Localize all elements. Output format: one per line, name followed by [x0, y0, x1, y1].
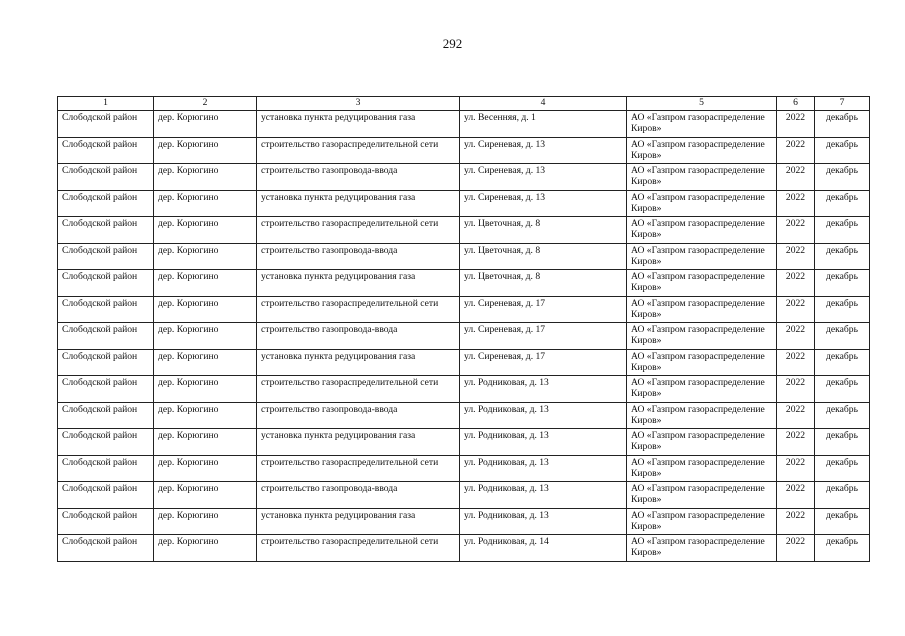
table-row [58, 402, 870, 429]
settlement-cell: дер. Корюгино [154, 243, 257, 270]
month-cell: декабрь [815, 349, 870, 376]
table-row [58, 217, 870, 244]
year-cell: 2022 [777, 482, 815, 509]
address-cell: ул. Весенняя, д. 1 [460, 111, 627, 138]
month-cell: декабрь [815, 402, 870, 429]
district-cell: Слободской район [58, 402, 154, 429]
work-type-cell: установка пункта редуцирования газа [257, 111, 460, 138]
address-cell: ул. Сиреневая, д. 17 [460, 349, 627, 376]
table-row [58, 429, 870, 456]
table-row [58, 508, 870, 535]
work-type-cell: строительство газораспределительной сети [257, 535, 460, 562]
table-row [58, 455, 870, 482]
work-type-cell: строительство газопровода-ввода [257, 164, 460, 191]
column-header-6: 6 [777, 97, 815, 111]
year-cell: 2022 [777, 535, 815, 562]
work-type-cell: строительство газораспределительной сети [257, 376, 460, 403]
work-type-cell: установка пункта редуцирования газа [257, 429, 460, 456]
settlement-cell: дер. Корюгино [154, 270, 257, 297]
settlement-cell: дер. Корюгино [154, 482, 257, 509]
settlement-cell: дер. Корюгино [154, 455, 257, 482]
month-cell: декабрь [815, 164, 870, 191]
settlement-cell: дер. Корюгино [154, 508, 257, 535]
district-cell: Слободской район [58, 217, 154, 244]
column-header-5: 5 [627, 97, 777, 111]
work-type-cell: установка пункта редуцирования газа [257, 508, 460, 535]
organization-cell: АО «Газпром газораспределение Киров» [627, 190, 777, 217]
table-row [58, 270, 870, 297]
organization-cell: АО «Газпром газораспределение Киров» [627, 137, 777, 164]
work-type-cell: строительство газораспределительной сети [257, 455, 460, 482]
address-cell: ул. Родниковая, д. 14 [460, 535, 627, 562]
header-row [58, 97, 870, 111]
table-row [58, 296, 870, 323]
address-cell: ул. Цветочная, д. 8 [460, 217, 627, 244]
year-cell: 2022 [777, 270, 815, 297]
table-row [58, 482, 870, 509]
district-cell: Слободской район [58, 429, 154, 456]
address-cell: ул. Сиреневая, д. 13 [460, 190, 627, 217]
work-type-cell: установка пункта редуцирования газа [257, 270, 460, 297]
column-header-3: 3 [257, 97, 460, 111]
month-cell: декабрь [815, 508, 870, 535]
column-header-7: 7 [815, 97, 870, 111]
district-cell: Слободской район [58, 296, 154, 323]
organization-cell: АО «Газпром газораспределение Киров» [627, 482, 777, 509]
organization-cell: АО «Газпром газораспределение Киров» [627, 164, 777, 191]
column-header-2: 2 [154, 97, 257, 111]
organization-cell: АО «Газпром газораспределение Киров» [627, 296, 777, 323]
page-number: 292 [442, 36, 463, 51]
settlement-cell: дер. Корюгино [154, 535, 257, 562]
year-cell: 2022 [777, 402, 815, 429]
organization-cell: АО «Газпром газораспределение Киров» [627, 508, 777, 535]
district-cell: Слободской район [58, 111, 154, 138]
work-type-cell: установка пункта редуцирования газа [257, 349, 460, 376]
organization-cell: АО «Газпром газораспределение Киров» [627, 376, 777, 403]
year-cell: 2022 [777, 296, 815, 323]
year-cell: 2022 [777, 164, 815, 191]
address-cell: ул. Родниковая, д. 13 [460, 429, 627, 456]
table-row [58, 376, 870, 403]
address-cell: ул. Родниковая, д. 13 [460, 508, 627, 535]
table-row [58, 190, 870, 217]
address-cell: ул. Сиреневая, д. 17 [460, 323, 627, 350]
organization-cell: АО «Газпром газораспределение Киров» [627, 402, 777, 429]
settlement-cell: дер. Корюгино [154, 376, 257, 403]
work-type-cell: строительство газопровода-ввода [257, 243, 460, 270]
table-header [58, 97, 870, 111]
organization-cell: АО «Газпром газораспределение Киров» [627, 270, 777, 297]
district-cell: Слободской район [58, 190, 154, 217]
organization-cell: АО «Газпром газораспределение Киров» [627, 535, 777, 562]
work-type-cell: установка пункта редуцирования газа [257, 190, 460, 217]
settlement-cell: дер. Корюгино [154, 137, 257, 164]
month-cell: декабрь [815, 270, 870, 297]
month-cell: декабрь [815, 429, 870, 456]
organization-cell: АО «Газпром газораспределение Киров» [627, 429, 777, 456]
work-type-cell: строительство газораспределительной сети [257, 217, 460, 244]
district-cell: Слободской район [58, 508, 154, 535]
district-cell: Слободской район [58, 137, 154, 164]
settlement-cell: дер. Корюгино [154, 429, 257, 456]
district-cell: Слободской район [58, 376, 154, 403]
district-cell: Слободской район [58, 164, 154, 191]
month-cell: декабрь [815, 190, 870, 217]
organization-cell: АО «Газпром газораспределение Киров» [627, 111, 777, 138]
settlement-cell: дер. Корюгино [154, 217, 257, 244]
address-cell: ул. Родниковая, д. 13 [460, 402, 627, 429]
month-cell: декабрь [815, 137, 870, 164]
address-cell: ул. Цветочная, д. 8 [460, 243, 627, 270]
district-cell: Слободской район [58, 270, 154, 297]
year-cell: 2022 [777, 455, 815, 482]
table-row [58, 137, 870, 164]
work-type-cell: строительство газопровода-ввода [257, 402, 460, 429]
settlement-cell: дер. Корюгино [154, 111, 257, 138]
address-cell: ул. Родниковая, д. 13 [460, 376, 627, 403]
column-header-4: 4 [460, 97, 627, 111]
year-cell: 2022 [777, 508, 815, 535]
address-cell: ул. Сиреневая, д. 13 [460, 137, 627, 164]
settlement-cell: дер. Корюгино [154, 190, 257, 217]
table-body [58, 111, 870, 562]
year-cell: 2022 [777, 190, 815, 217]
settlement-cell: дер. Корюгино [154, 164, 257, 191]
year-cell: 2022 [777, 429, 815, 456]
year-cell: 2022 [777, 243, 815, 270]
year-cell: 2022 [777, 137, 815, 164]
work-type-cell: строительство газопровода-ввода [257, 323, 460, 350]
month-cell: декабрь [815, 455, 870, 482]
organization-cell: АО «Газпром газораспределение Киров» [627, 217, 777, 244]
gasification-table [57, 96, 870, 562]
month-cell: декабрь [815, 217, 870, 244]
settlement-cell: дер. Корюгино [154, 323, 257, 350]
address-cell: ул. Родниковая, д. 13 [460, 482, 627, 509]
month-cell: декабрь [815, 376, 870, 403]
table-row [58, 243, 870, 270]
district-cell: Слободской район [58, 323, 154, 350]
year-cell: 2022 [777, 111, 815, 138]
work-type-cell: строительство газораспределительной сети [257, 296, 460, 323]
address-cell: ул. Сиреневая, д. 17 [460, 296, 627, 323]
organization-cell: АО «Газпром газораспределение Киров» [627, 243, 777, 270]
table-row [58, 535, 870, 562]
year-cell: 2022 [777, 323, 815, 350]
district-cell: Слободской район [58, 482, 154, 509]
organization-cell: АО «Газпром газораспределение Киров» [627, 455, 777, 482]
settlement-cell: дер. Корюгино [154, 349, 257, 376]
work-type-cell: строительство газораспределительной сети [257, 137, 460, 164]
settlement-cell: дер. Корюгино [154, 402, 257, 429]
month-cell: декабрь [815, 296, 870, 323]
year-cell: 2022 [777, 217, 815, 244]
month-cell: декабрь [815, 243, 870, 270]
month-cell: декабрь [815, 111, 870, 138]
settlement-cell: дер. Корюгино [154, 296, 257, 323]
month-cell: декабрь [815, 482, 870, 509]
organization-cell: АО «Газпром газораспределение Киров» [627, 349, 777, 376]
address-cell: ул. Сиреневая, д. 13 [460, 164, 627, 191]
district-cell: Слободской район [58, 243, 154, 270]
year-cell: 2022 [777, 349, 815, 376]
district-cell: Слободской район [58, 535, 154, 562]
table-row [58, 111, 870, 138]
district-cell: Слободской район [58, 349, 154, 376]
address-cell: ул. Цветочная, д. 8 [460, 270, 627, 297]
address-cell: ул. Родниковая, д. 13 [460, 455, 627, 482]
table-row [58, 164, 870, 191]
work-type-cell: строительство газопровода-ввода [257, 482, 460, 509]
organization-cell: АО «Газпром газораспределение Киров» [627, 323, 777, 350]
table-row [58, 323, 870, 350]
district-cell: Слободской район [58, 455, 154, 482]
month-cell: декабрь [815, 323, 870, 350]
table-row [58, 349, 870, 376]
year-cell: 2022 [777, 376, 815, 403]
month-cell: декабрь [815, 535, 870, 562]
column-header-1: 1 [58, 97, 154, 111]
